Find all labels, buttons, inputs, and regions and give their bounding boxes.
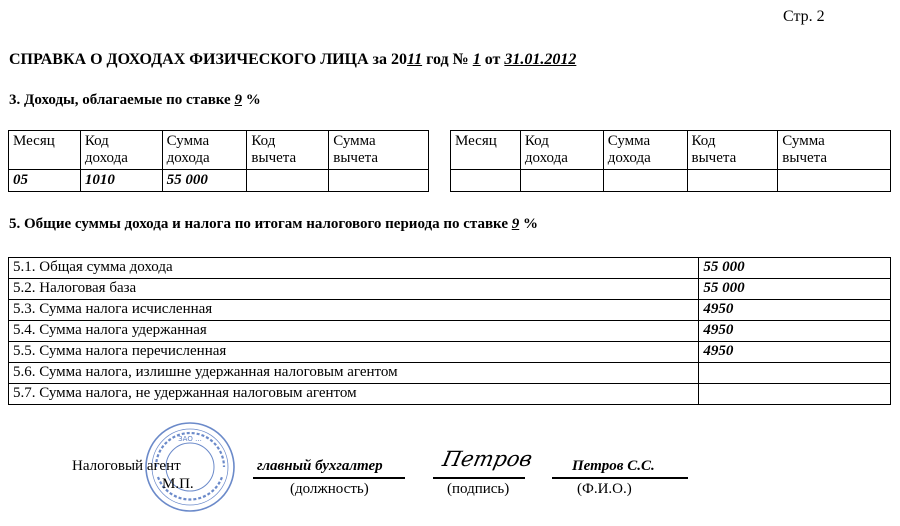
signature-caption: (подпись) bbox=[447, 481, 510, 497]
income-header-row bbox=[451, 131, 891, 170]
fio-underline bbox=[552, 477, 688, 479]
title-mid1: год № bbox=[422, 51, 473, 68]
total-label: 5.2. Налоговая база bbox=[9, 279, 699, 300]
total-label: 5.1. Общая сумма дохода bbox=[9, 258, 699, 279]
position-value: главный бухгалтер bbox=[257, 458, 383, 474]
mp-label: М.П. bbox=[162, 476, 194, 492]
table-row bbox=[9, 384, 891, 405]
section-5-label: 5. Общие суммы дохода и налога по итогам налогового периода по ставке bbox=[9, 216, 512, 232]
total-value: 4950 bbox=[699, 321, 891, 342]
total-value: 55 000 bbox=[699, 258, 891, 279]
section-3-rate: 9 bbox=[234, 92, 242, 108]
table-row bbox=[9, 279, 891, 300]
table-row bbox=[451, 170, 891, 192]
header-income-sum: Сумма дохода bbox=[603, 131, 687, 170]
total-value: 55 000 bbox=[699, 279, 891, 300]
table-row bbox=[9, 321, 891, 342]
table-row bbox=[9, 363, 891, 384]
total-value bbox=[699, 363, 891, 384]
total-label: 5.4. Сумма налога удержанная bbox=[9, 321, 699, 342]
table-row bbox=[9, 258, 891, 279]
table-row bbox=[9, 300, 891, 321]
cell-income-code bbox=[520, 170, 603, 192]
income-table-right bbox=[450, 130, 891, 192]
income-table-left bbox=[8, 130, 429, 192]
title-number: 1 bbox=[472, 51, 481, 68]
title-prefix: СПРАВКА О ДОХОДАХ ФИЗИЧЕСКОГО ЛИЦА за 20 bbox=[9, 51, 407, 68]
header-deduction-sum: Сумма вычета bbox=[329, 131, 429, 170]
header-income-code: Код дохода bbox=[520, 131, 603, 170]
title-year-suffix: 11 bbox=[406, 51, 423, 68]
totals-table bbox=[8, 257, 891, 405]
section-3-heading bbox=[9, 92, 261, 109]
cell-income-sum: 55 000 bbox=[162, 170, 247, 192]
section-3-label: 3. Доходы, облагаемые по ставке bbox=[9, 92, 235, 108]
section-5-heading bbox=[9, 216, 538, 233]
header-income-sum: Сумма дохода bbox=[162, 131, 247, 170]
total-label: 5.6. Сумма налога, излишне удержанная налоговым агентом bbox=[9, 363, 699, 384]
tax-agent-label: Налоговый агент bbox=[72, 458, 181, 474]
total-label: 5.5. Сумма налога перечисленная bbox=[9, 342, 699, 363]
cell-deduction-code bbox=[687, 170, 778, 192]
header-income-code: Код дохода bbox=[80, 131, 162, 170]
header-deduction-sum: Сумма вычета bbox=[778, 131, 891, 170]
signature-underline bbox=[433, 477, 525, 479]
fio-value: Петров С.С. bbox=[572, 458, 655, 474]
page-number: Стр. 2 bbox=[783, 8, 825, 25]
cell-deduction-sum bbox=[778, 170, 891, 192]
cell-income-code: 1010 bbox=[80, 170, 162, 192]
total-value bbox=[699, 384, 891, 405]
header-deduction-code: Код вычета bbox=[687, 131, 778, 170]
fio-caption: (Ф.И.О.) bbox=[577, 481, 632, 497]
position-underline bbox=[253, 477, 405, 479]
document-title bbox=[9, 51, 576, 69]
stamp-ring-text: ЗАО ... bbox=[178, 435, 202, 443]
table-row bbox=[9, 170, 429, 192]
cell-deduction-code bbox=[247, 170, 329, 192]
cell-month bbox=[451, 170, 521, 192]
cell-month: 05 bbox=[9, 170, 81, 192]
header-month: Месяц bbox=[9, 131, 81, 170]
header-deduction-code: Код вычета bbox=[247, 131, 329, 170]
title-date: 31.01.2012 bbox=[504, 51, 577, 68]
total-label: 5.7. Сумма налога, не удержанная налоговым агентом bbox=[9, 384, 699, 405]
total-value: 4950 bbox=[699, 300, 891, 321]
cell-deduction-sum bbox=[329, 170, 429, 192]
section-5-suffix: % bbox=[519, 216, 538, 232]
total-value: 4950 bbox=[699, 342, 891, 363]
section-3-suffix: % bbox=[241, 92, 261, 108]
cell-income-sum bbox=[603, 170, 687, 192]
title-mid2: от bbox=[480, 51, 505, 68]
header-month: Месяц bbox=[451, 131, 521, 170]
handwritten-signature: Петров bbox=[440, 447, 535, 471]
table-row bbox=[9, 342, 891, 363]
income-header-row bbox=[9, 131, 429, 170]
total-label: 5.3. Сумма налога исчисленная bbox=[9, 300, 699, 321]
position-caption: (должность) bbox=[290, 481, 369, 497]
section-5-rate: 9 bbox=[511, 216, 520, 232]
